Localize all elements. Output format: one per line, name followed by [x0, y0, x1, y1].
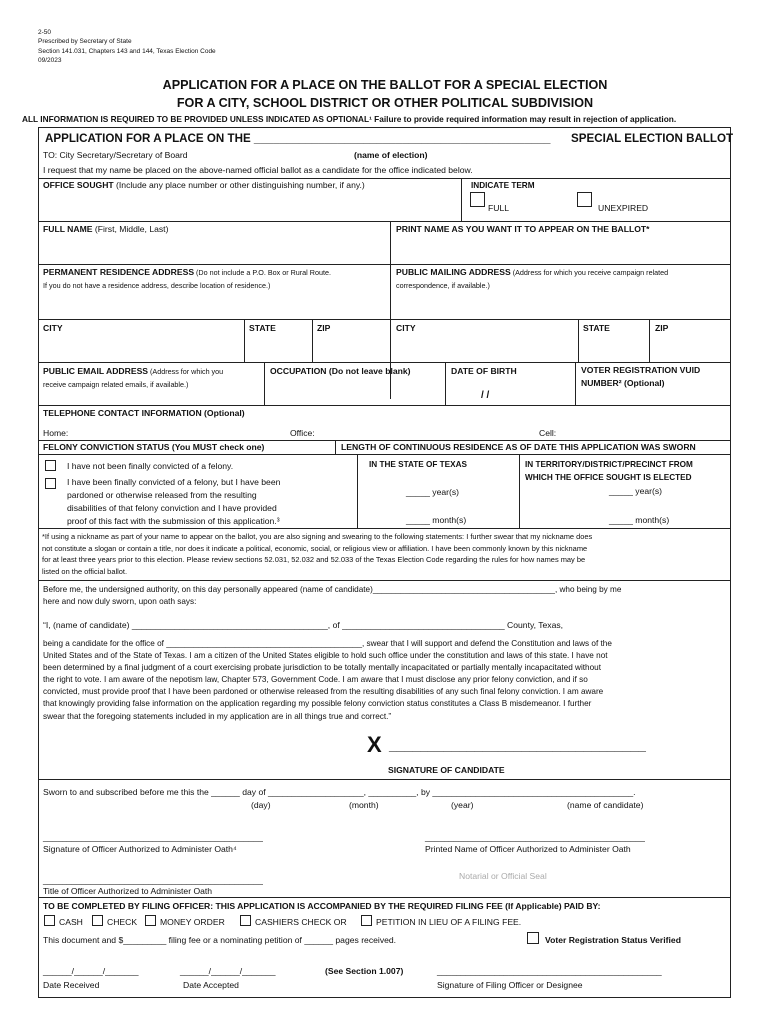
date-received-label: Date Received — [43, 980, 100, 990]
date-received-line[interactable]: ______/______/_______ — [43, 966, 139, 976]
filing-officer-signature-label: Signature of Filing Officer or Designee — [437, 980, 583, 990]
document-fee-statement[interactable]: This document and $_________ filing fee or a nominating petition of ______ pages received. — [43, 935, 397, 945]
felony-option-2-line2: pardoned or otherwise released from the resulting — [67, 490, 257, 500]
felony-option-2-line4: proof of this fact with the submission of this application.³ — [67, 516, 280, 526]
residence-length-label: LENGTH OF CONTINUOUS RESIDENCE AS OF DATE THIS APPLICATION WAS SWORN — [341, 442, 696, 452]
voter-registration-verified-label: Voter Registration Status Verified — [545, 935, 681, 945]
public-mailing-field[interactable] — [396, 267, 668, 278]
application-place-label[interactable]: APPLICATION FOR A PLACE ON THE ______________________________________________ — [45, 132, 551, 145]
petition-label: PETITION IN LIEU OF A FILING FEE. — [376, 917, 522, 927]
nickname-line-1: *If using a nickname as part of your name to appear on the ballot, you are also signing and swearing to the following statements: I further swear that my nickname does — [42, 532, 593, 541]
office-sought-field[interactable] — [43, 180, 365, 191]
officer-signature-line[interactable]: ______________________________________________ — [43, 832, 263, 842]
felony-pardoned-checkbox[interactable] — [45, 478, 56, 489]
public-mailing-hint-2: correspondence, if available.) — [396, 281, 490, 290]
petition-checkbox[interactable] — [361, 915, 372, 926]
special-election-ballot-label: SPECIAL ELECTION BALLOT — [571, 132, 734, 145]
money-order-checkbox[interactable] — [145, 915, 156, 926]
form-number: 2-50 — [38, 29, 52, 36]
mailing-state-field[interactable]: STATE — [583, 323, 610, 333]
territory-label-1: IN TERRITORY/DISTRICT/PRECINCT FROM — [525, 460, 693, 469]
telephone-label: TELEPHONE CONTACT INFORMATION (Optional) — [43, 408, 245, 418]
filing-officer-signature-line[interactable]: _______________________________________________ — [437, 966, 662, 976]
state-months-field[interactable]: _____ month(s) — [406, 515, 467, 525]
request-statement: I request that my name be placed on the above-named official ballot as a candidate for the office indicated below. — [43, 165, 473, 175]
residence-state-field[interactable]: STATE — [249, 323, 276, 333]
section-text: Section 141.031, Chapters 143 and 144, Texas Election Code — [38, 47, 216, 55]
public-email-label: PUBLIC EMAIL ADDRESS — [43, 366, 149, 376]
candidate-signature-line[interactable]: _________________________________ — [389, 737, 646, 753]
term-full-checkbox[interactable] — [470, 192, 485, 207]
year-label: (year) — [451, 800, 474, 810]
money-order-label: MONEY ORDER — [160, 917, 225, 927]
felony-option-1: I have not been finally convicted of a felony. — [67, 461, 234, 471]
territory-months-field[interactable]: _____ month(s) — [609, 515, 670, 525]
name-of-candidate-label: (name of candidate) — [567, 800, 644, 810]
oath-line-2: United States and of the State of Texas. I am a citizen of the United States eligible to hold such office under the constitution and laws of this state. I have not — [43, 651, 608, 661]
cashiers-check-checkbox[interactable] — [240, 915, 251, 926]
felony-option-2-line1: I have been finally convicted of a felony, but I have been — [67, 477, 281, 487]
nickname-line-2: not constitute a slogan or contain a title, nor does it indicate a political, economic, social, or religious view or affiliation. I have been commonly known by this nickname — [42, 543, 588, 553]
in-state-label: IN THE STATE OF TEXAS — [369, 460, 467, 469]
application-form — [38, 127, 734, 998]
public-email-hint-2: receive campaign related emails, if available.) — [43, 380, 189, 389]
full-name-field[interactable] — [43, 224, 168, 235]
cash-checkbox[interactable] — [44, 915, 55, 926]
oath-line-3: been determined by a final judgment of a court exercising probate jurisdiction to be totally mentally incapacitated or partially mentally incapacitated without — [43, 663, 601, 673]
oath-intro — [43, 584, 621, 608]
form-title-line2: FOR A CITY, SCHOOL DISTRICT OR OTHER POLITICAL SUBDIVISION — [176, 96, 594, 110]
territory-years-field[interactable]: _____ year(s) — [609, 486, 663, 496]
office-phone-field[interactable]: Office: — [290, 428, 315, 438]
residence-city-field[interactable]: CITY — [43, 323, 63, 333]
mailing-city-field[interactable]: CITY — [396, 323, 416, 333]
cash-label: CASH — [59, 917, 83, 927]
officer-printed-name-label: Printed Name of Officer Authorized to Administer Oath — [425, 844, 631, 854]
oath-line-4: the right to vote. I am aware of the nepotism law, Chapter 573, Government Code. I am aware that I must disclose any prior felony conviction, and if so — [43, 675, 588, 685]
public-email-field[interactable] — [43, 366, 223, 377]
form-header — [38, 28, 216, 66]
occupation-field[interactable]: OCCUPATION (Do not leave blank) — [270, 366, 411, 376]
public-mailing-label: PUBLIC MAILING ADDRESS — [396, 267, 511, 277]
term-unexpired-label: UNEXPIRED — [598, 203, 649, 213]
oath-statement — [43, 638, 612, 723]
felony-not-convicted-checkbox[interactable] — [45, 460, 56, 471]
requirement-note: ALL INFORMATION IS REQUIRED TO BE PROVIDED UNLESS INDICATED AS OPTIONAL¹ Failure to provide required information may result in rejection of application. — [22, 114, 677, 124]
oath-line-1[interactable]: being a candidate for the office of ___________________________________________, swear that I will support and defend the Constitution and laws of the — [43, 639, 612, 648]
name-of-election-label: (name of election) — [354, 150, 428, 160]
mailing-zip-field[interactable]: ZIP — [655, 323, 669, 333]
cashiers-check-label: CASHIERS CHECK OR — [255, 917, 347, 927]
oath-line-5: convicted, must provide proof that I have been pardoned or otherwise released from the resulting disabilities of any such final felony conviction. I am aware — [43, 687, 604, 697]
sworn-statement[interactable]: Sworn to and subscribed before me this the ______ day of ____________________, __________, by __________________________________________. — [43, 787, 636, 797]
oath-line-6: that knowingly providing false information on the application regarding my possible felony conviction status constitutes a Class B misdemeanor. I further — [43, 699, 592, 709]
permanent-residence-hint: (Do not include a P.O. Box or Rural Route. — [194, 268, 331, 277]
oath-line-7: swear that the foregoing statements included in my application are in all things true and correct.” — [43, 711, 392, 721]
oath-intro-line-2: here and now duly sworn, upon oath says: — [43, 597, 197, 607]
officer-signature-label: Signature of Officer Authorized to Administer Oath⁴ — [43, 844, 237, 854]
month-label: (month) — [349, 800, 379, 810]
term-full-label: FULL — [488, 203, 510, 213]
filing-officer-header: TO BE COMPLETED BY FILING OFFICER: THIS APPLICATION IS ACCOMPANIED BY THE REQUIRED FILING FEE (If Applicable) PAID BY: — [43, 901, 601, 911]
check-checkbox[interactable] — [92, 915, 103, 926]
form-title-line1: APPLICATION FOR A PLACE ON THE BALLOT FOR A SPECIAL ELECTION — [162, 78, 608, 92]
to-secretary: TO: City Secretary/Secretary of Board — [43, 150, 188, 160]
office-sought-label: OFFICE SOUGHT — [43, 180, 114, 190]
territory-label-2: WHICH THE OFFICE SOUGHT IS ELECTED — [525, 473, 692, 482]
nickname-note — [42, 531, 592, 578]
nickname-line-3: for at least three years prior to this election. Please review sections 52.031, 52.032 and 52.033 of the Texas Election Code regarding the rules for how names may be — [42, 555, 586, 565]
permanent-residence-field[interactable] — [43, 267, 331, 278]
dob-slashes: / / — [481, 390, 490, 401]
felony-option-2-line3: disabilities of that felony conviction and I have provided — [67, 503, 277, 513]
signature-x: X — [367, 732, 382, 757]
see-section-label: (See Section 1.007) — [325, 966, 404, 976]
date-of-birth-field[interactable]: DATE OF BIRTH — [451, 366, 517, 376]
officer-title-line[interactable]: ______________________________________________ — [43, 875, 263, 885]
full-name-hint: (First, Middle, Last) — [92, 224, 169, 234]
home-phone-field[interactable]: Home: — [43, 428, 69, 438]
vuid-label-1: VOTER REGISTRATION VUID — [581, 365, 701, 375]
office-sought-hint: (Include any place number or other distinguishing number, if any.) — [113, 180, 365, 190]
permanent-residence-hint-2: If you do not have a residence address, describe location of residence.) — [43, 281, 271, 290]
date-accepted-line[interactable]: ______/______/_______ — [180, 966, 276, 976]
officer-title-label: Title of Officer Authorized to Administer Oath — [43, 886, 213, 896]
oath-intro-line-1[interactable]: Before me, the undersigned authority, on this day personally appeared (name of candidate)________________________________________, who being by me — [43, 585, 622, 594]
permanent-residence-label: PERMANENT RESIDENCE ADDRESS — [43, 267, 195, 277]
date-accepted-label: Date Accepted — [183, 980, 239, 990]
vuid-field[interactable]: NUMBER² (Optional) — [581, 378, 665, 388]
residence-zip-field[interactable]: ZIP — [317, 323, 331, 333]
public-email-hint: (Address for which you — [148, 367, 224, 376]
term-unexpired-checkbox[interactable] — [577, 192, 592, 207]
public-mailing-hint: (Address for which you receive campaign related — [510, 268, 669, 277]
felony-status-label: FELONY CONVICTION STATUS (You MUST check one) — [43, 442, 265, 452]
state-years-field[interactable]: _____ year(s) — [406, 487, 460, 497]
day-label: (day) — [251, 800, 271, 810]
form-date: 09/2023 — [38, 57, 62, 65]
voter-registration-verified-checkbox[interactable] — [527, 932, 539, 944]
full-name-label: FULL NAME — [43, 224, 93, 234]
print-name-field[interactable]: PRINT NAME AS YOU WANT IT TO APPEAR ON THE BALLOT* — [396, 224, 650, 234]
notarial-seal-label: Notarial or Official Seal — [459, 871, 547, 881]
oath-name-county[interactable]: “I, (name of candidate) _________________________________________, of __________________________________ County, Texas, — [43, 620, 564, 630]
check-label: CHECK — [107, 917, 138, 927]
indicate-term-label: INDICATE TERM — [471, 181, 535, 190]
nickname-line-4: listed on the official ballot. — [42, 567, 128, 577]
officer-printed-name-line[interactable]: ______________________________________________ — [425, 832, 645, 842]
signature-of-candidate-label: SIGNATURE OF CANDIDATE — [388, 765, 505, 775]
prescribed-text: Prescribed by Secretary of State — [38, 38, 132, 46]
cell-phone-field[interactable]: Cell: — [539, 428, 557, 438]
